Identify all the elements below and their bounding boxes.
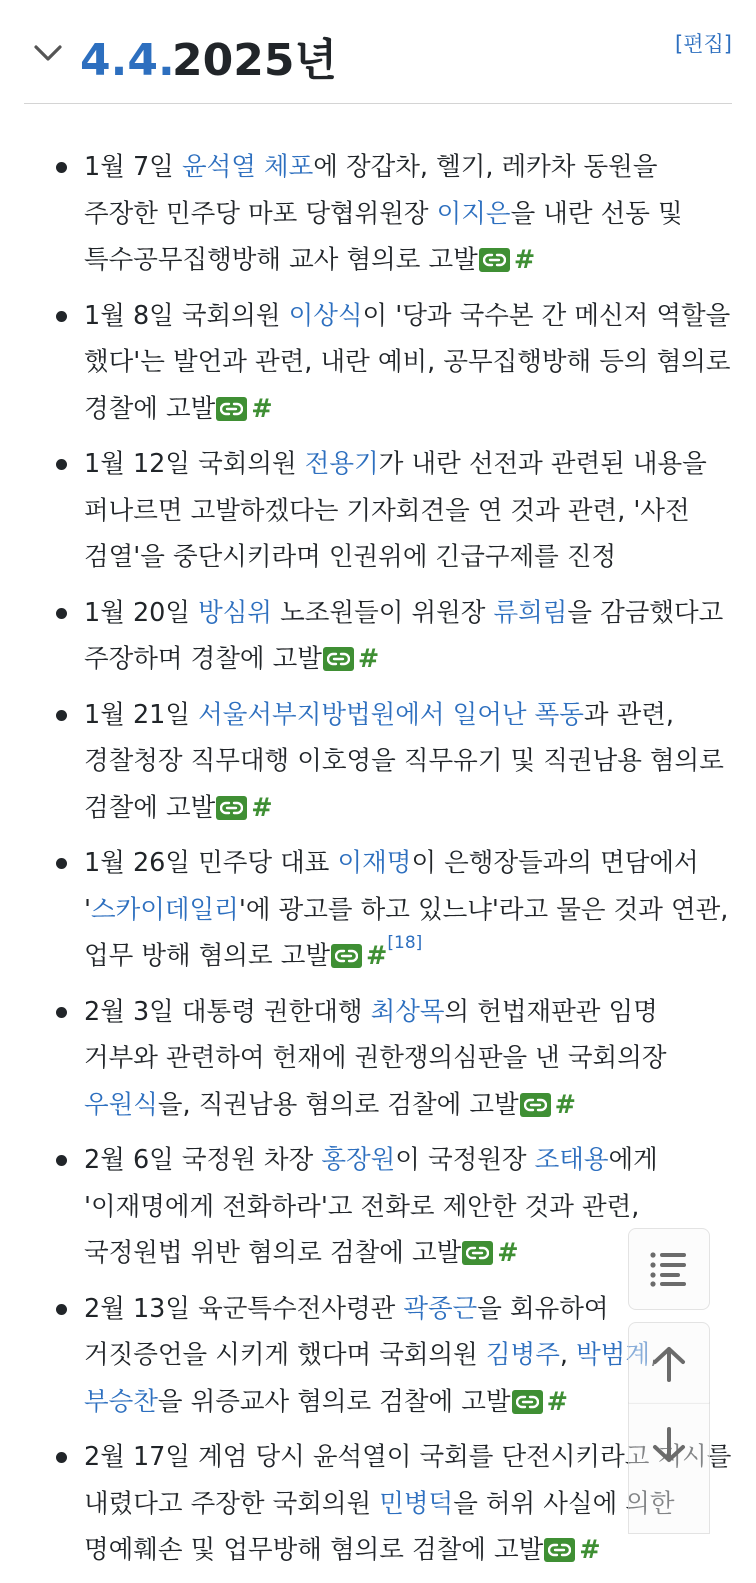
list-item: 2월 17일 계엄 당시 윤석열이 국회를 단전시키라고 지시를 내렸다고 주장한 국회의원 민병덕을 허위 사실에 의한 명예훼손 및 업무방해 혐의로 검찰에 고발 # xyxy=(0,1434,756,1574)
scroll-bottom-button[interactable] xyxy=(628,1402,710,1534)
link-chain-icon[interactable] xyxy=(323,647,354,671)
wiki-link[interactable]: 부승찬 xyxy=(84,1386,158,1417)
wiki-link[interactable]: 방심위 xyxy=(198,597,273,628)
list-item: 2월 6일 국정원 차장 홍장원이 국정원장 조태용에게 '이재명에게 전화하라'고 전화로 제안한 것과 관련, 국정원법 위반 혐의로 검찰에 고발 # xyxy=(0,1137,756,1277)
section-title: 2025년 xyxy=(172,35,337,86)
link-chain-icon[interactable] xyxy=(462,1241,493,1265)
link-chain-icon[interactable] xyxy=(544,1538,575,1562)
list-item: 2월 13일 육군특수전사령관 곽종근을 회유하여 거짓증언을 시키게 했다며 국회의원 김병주, 박범계, 부승찬을 위증교사 혐의로 검찰에 고발 # xyxy=(0,1286,756,1426)
list-item: 2월 3일 대통령 권한대행 최상목의 헌법재판관 임명 거부와 관련하여 헌재에 권한쟁의심판을 낸 국회의장 우원식을, 직권남용 혐의로 검찰에 고발 # xyxy=(0,989,756,1129)
wiki-link[interactable]: 홍장원 xyxy=(321,1145,396,1175)
wiki-link[interactable]: 조태용 xyxy=(534,1145,609,1175)
list-item: 1월 8일 국회의원 이상식이 '당과 국수본 간 메신저 역할을 했다'는 발언과 관련, 내란 예비, 공무집행방해 등의 혐의로 경찰에 고발 # xyxy=(0,293,756,433)
source-link[interactable]: # xyxy=(579,1535,601,1565)
arrow-up-icon xyxy=(649,1345,689,1383)
wiki-link[interactable]: 서울서부지방법원에서 일어난 폭동 xyxy=(198,699,584,730)
wiki-link[interactable]: 윤석열 체포 xyxy=(181,152,314,182)
section-header xyxy=(24,0,732,104)
wiki-link[interactable]: 스카이데일리 xyxy=(91,894,239,925)
source-link[interactable]: # xyxy=(546,1386,568,1417)
wiki-link[interactable]: 이상식 xyxy=(288,300,363,331)
section-number[interactable]: 4.4. xyxy=(80,35,175,86)
edit-link[interactable]: [편집] xyxy=(675,32,732,56)
link-chain-icon[interactable] xyxy=(331,944,362,968)
source-link[interactable]: # xyxy=(554,1089,577,1120)
wiki-link[interactable]: 전용기 xyxy=(304,449,379,479)
wiki-link[interactable]: 박범계 xyxy=(576,1340,650,1370)
source-link[interactable]: # xyxy=(366,941,388,971)
link-chain-icon[interactable] xyxy=(512,1390,543,1414)
wiki-link[interactable]: 류희림 xyxy=(493,597,568,628)
list-item: 1월 7일 윤석열 체포에 장갑차, 헬기, 레카차 동원을 주장한 민주당 마포 당협위원장 이지은을 내란 선동 및 특수공무집행방해 교사 혐의로 고발 # xyxy=(0,144,756,284)
chevron-down-icon[interactable] xyxy=(34,44,52,62)
link-chain-icon[interactable] xyxy=(216,397,247,421)
scroll-top-button[interactable] xyxy=(628,1322,710,1404)
wiki-link[interactable]: 이재명 xyxy=(337,848,412,878)
toc-list-icon xyxy=(649,1251,689,1287)
wiki-link[interactable]: 곽종근 xyxy=(403,1293,478,1324)
source-link[interactable]: # xyxy=(513,245,536,275)
wiki-link[interactable]: 김병주 xyxy=(485,1340,560,1370)
footnote-ref[interactable]: [18] xyxy=(387,933,423,953)
source-link[interactable]: # xyxy=(251,792,273,823)
source-link[interactable]: # xyxy=(497,1238,519,1268)
source-link[interactable]: # xyxy=(251,393,273,424)
arrow-down-icon xyxy=(649,1426,689,1464)
wiki-link[interactable]: 최상목 xyxy=(370,996,445,1027)
wiki-link[interactable]: 민병덕 xyxy=(379,1488,454,1519)
link-chain-icon[interactable] xyxy=(520,1093,551,1117)
source-link[interactable]: # xyxy=(357,644,380,674)
link-chain-icon[interactable] xyxy=(479,248,510,272)
list-item: 1월 21일 서울서부지방법원에서 일어난 폭동과 관련, 경찰청장 직무대행 이호영을 직무유기 및 직권남용 혐의로 검찰에 고발 # xyxy=(0,692,756,832)
toc-button[interactable] xyxy=(628,1228,710,1310)
wiki-link[interactable]: 우원식 xyxy=(84,1089,158,1120)
wiki-link[interactable]: 이지은 xyxy=(436,198,511,229)
list-item: 1월 26일 민주당 대표 이재명이 은행장들과의 면담에서 '스카이데일리'에 광고를 하고 있느냐'라고 물은 것과 연관, 업무 방해 혐의로 고발 #[18] xyxy=(0,840,756,980)
link-chain-icon[interactable] xyxy=(216,796,247,820)
list-item: 1월 12일 국회의원 전용기가 내란 선전과 관련된 내용을 퍼나르면 고발하겠다는 기자회견을 연 것과 관련, '사전 검열'을 중단시키라며 인권위에 긴급구제를 진정 xyxy=(0,441,756,581)
list-item: 1월 20일 방심위 노조원들이 위원장 류희림을 감금했다고 주장하며 경찰에 고발 # xyxy=(0,590,756,683)
